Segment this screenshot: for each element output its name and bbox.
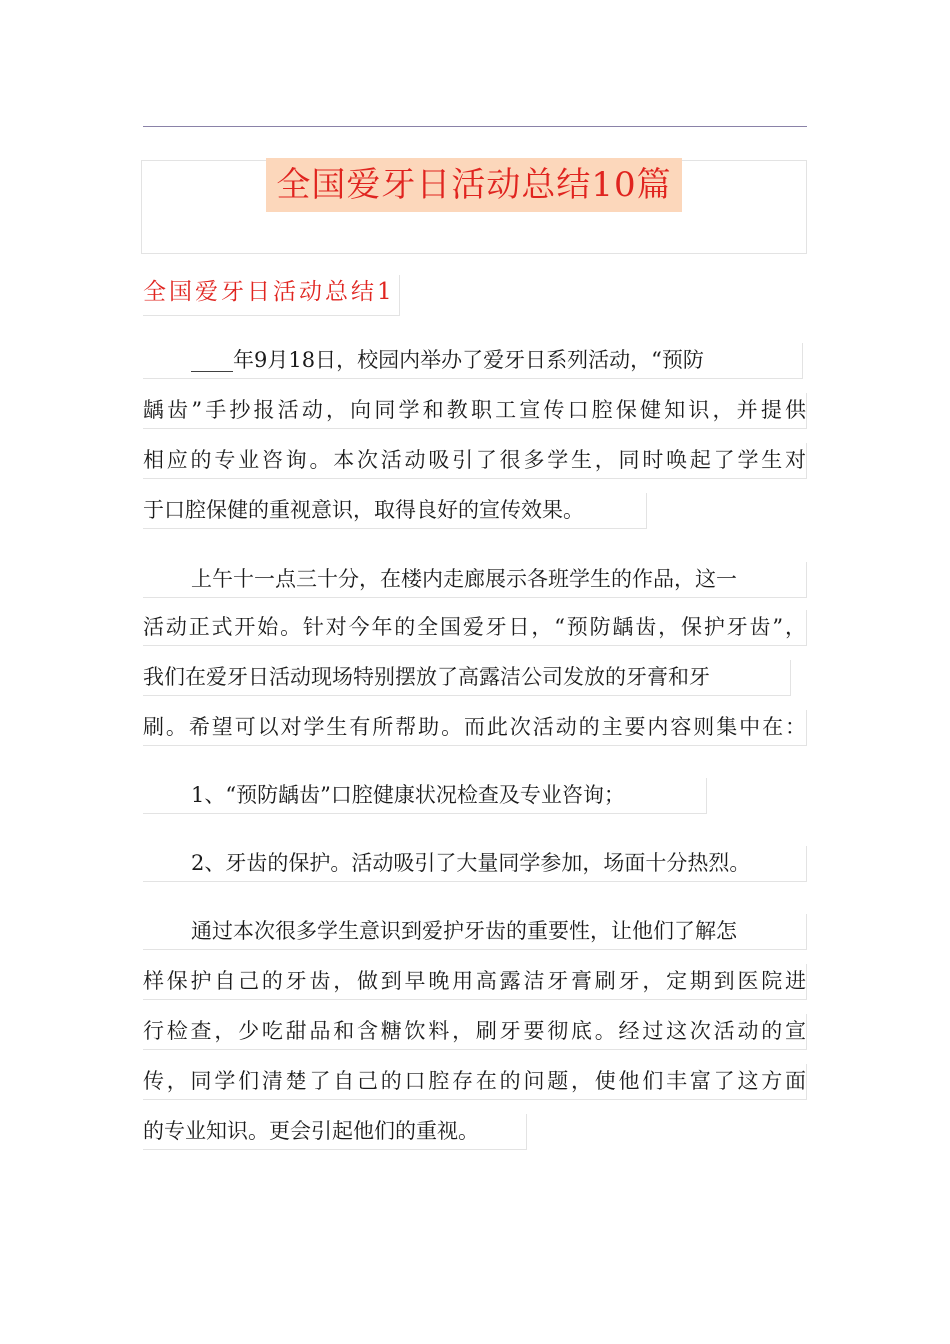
- paragraph-line: 龋齿”手抄报活动，向同学和教职工宣传口腔保健知识，并提供: [143, 393, 807, 429]
- header-rule: [143, 126, 807, 127]
- paragraph-line: 上午十一点三十分，在楼内走廊展示各班学生的作品，这一: [143, 562, 807, 598]
- paragraph-line: 行检查，少吃甜品和含糖饮料，刷牙要彻底。经过这次活动的宣: [143, 1014, 807, 1050]
- paragraph-line: 活动正式开始。针对今年的全国爱牙日，“预防龋齿，保护牙齿”，: [143, 610, 807, 646]
- paragraph-line: 通过本次很多学生意识到爱护牙齿的重要性，让他们了解怎: [143, 914, 807, 950]
- page-title: 全国爱牙日活动总结10篇: [266, 158, 682, 212]
- paragraph-line: ____年9月18日，校园内举办了爱牙日系列活动，“预防: [143, 343, 803, 379]
- paragraph-line: 相应的专业咨询。本次活动吸引了很多学生，同时唤起了学生对: [143, 443, 807, 479]
- paragraph-line: 样保护自己的牙齿，做到早晚用高露洁牙膏刷牙，定期到医院进: [143, 964, 807, 1000]
- paragraph-line: 传，同学们清楚了自己的口腔存在的问题，使他们丰富了这方面: [143, 1064, 807, 1100]
- section-heading: 全国爱牙日活动总结1: [143, 275, 400, 316]
- list-item: 2、牙齿的保护。活动吸引了大量同学参加，场面十分热烈。: [143, 846, 807, 882]
- paragraph-line: 的专业知识。更会引起他们的重视。: [143, 1114, 527, 1150]
- paragraph-line: 我们在爱牙日活动现场特别摆放了高露洁公司发放的牙膏和牙: [143, 660, 791, 696]
- paragraph-line: 于口腔保健的重视意识，取得良好的宣传效果。: [143, 493, 647, 529]
- list-item: 1、“预防龋齿”口腔健康状况检查及专业咨询；: [143, 778, 707, 814]
- paragraph-line: 刷。希望可以对学生有所帮助。而此次活动的主要内容则集中在：: [143, 710, 807, 746]
